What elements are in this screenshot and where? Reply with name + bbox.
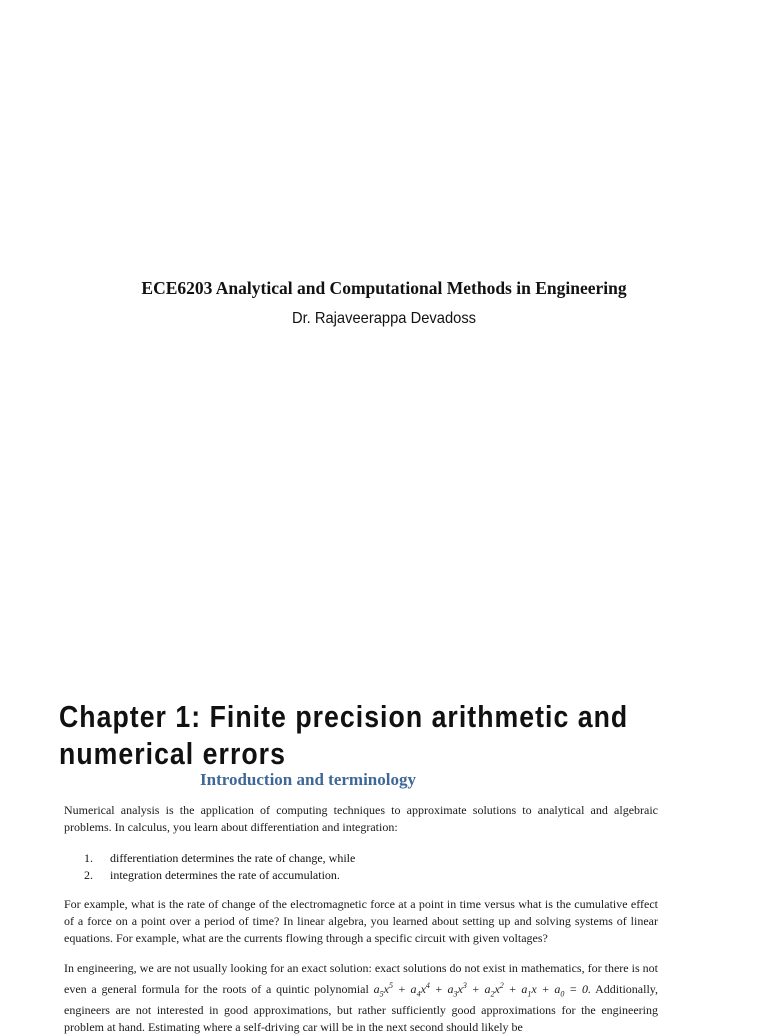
list-item-number: 2. <box>84 868 93 882</box>
list-item <box>84 850 355 867</box>
chapter-title: Chapter 1: Finite precision arithmetic and numerical errors <box>59 699 629 771</box>
list-item <box>84 867 355 884</box>
engineering-paragraph <box>64 960 658 1036</box>
course-title: ECE6203 Analytical and Computational Methods in Engineering <box>141 278 627 298</box>
numbered-list <box>84 850 355 884</box>
list-item-text: differentiation determines the rate of change, while <box>110 851 356 865</box>
example-paragraph: For example, what is the rate of change of the electromagnetic force at a point in time versus what is the cumulative effect of a force on a point over a period of time? In linear algebra, you learned about setting up and solving systems of linear equations. For example, what are the currents flowing through a specific circuit with given voltages? <box>64 897 658 945</box>
intro-paragraph: Numerical analysis is the application of computing techniques to approximate solutions to analytical and algebraic problems. In calculus, you learn about differentiation and integration: <box>64 803 658 834</box>
section-heading: Introduction and terminology <box>200 770 416 789</box>
author-name: Dr. Rajaveerappa Devadoss <box>291 310 477 327</box>
engineering-paragraph-end: Additionally, engineers are not interested in good approximations, but rather sufficiently good approximations for the engineering problem at hand. Estimating where a self-driving car will be in the next second should likely be <box>64 982 658 1035</box>
list-item-text: integration determines the rate of accumulation. <box>110 868 340 882</box>
quintic-polynomial-formula: $a_5x^5 + a_4x^4 + a_3x^3 + a_2x^2 + a_1x + a_0 = 0$. <box>373 981 591 999</box>
list-item-number: 1. <box>84 851 93 865</box>
engineering-paragraph-start: In engineering, we are not usually looking for an exact solution: exact solutions do not exist in mathematics, for there is not even a general formula for the roots of a quintic polynomial <box>64 961 658 996</box>
